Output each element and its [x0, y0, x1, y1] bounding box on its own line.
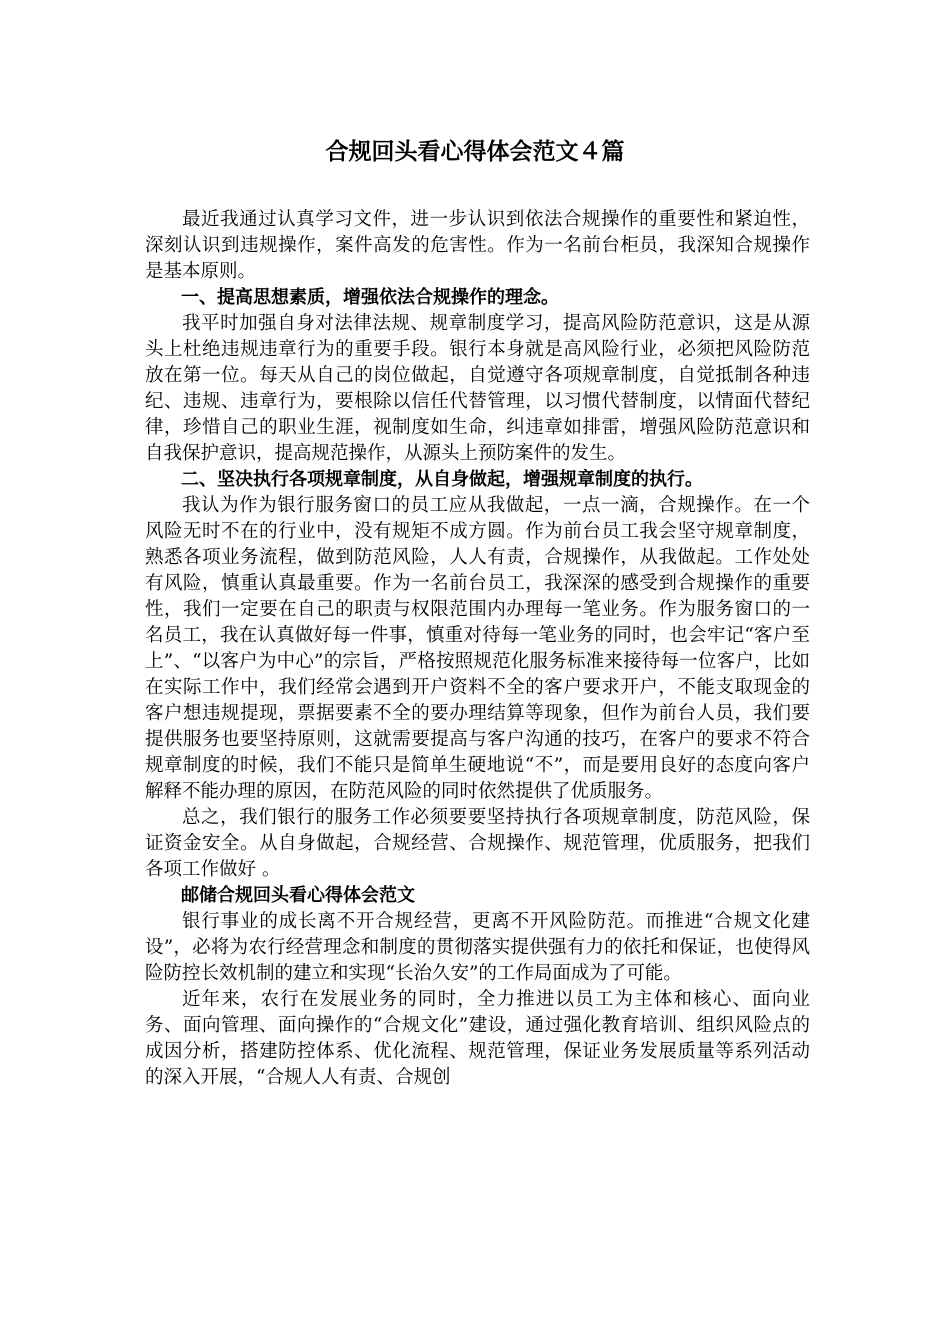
paragraph-conclusion: 总之，我们银行的服务工作必须要要坚持执行各项规章制度，防范风险，保证资金安全。从自身做起，合规经营、合规操作、规范管理，优质服务，把我们各项工作做好 。 — [145, 807, 810, 880]
section-heading-3: 邮储合规回头看心得体会范文 — [181, 885, 415, 906]
paragraph-intro: 最近我通过认真学习文件，进一步认识到依法合规操作的重要性和紧迫性，深刻认识到违规操作，案件高发的危害性。作为一名前台柜员，我深知合规操作是基本原则。 — [145, 209, 810, 282]
paragraph-section-2: 我认为作为银行服务窗口的员工应从我做起，一点一滴，合规操作。在一个风险无时不在的行业中，没有规矩不成方圆。作为前台员工我会坚守规章制度，熟悉各项业务流程，做到防范风险，人人有责，合规操作，从我做起。工作处处有风险，慎重认真最重要。作为一名前台员工，我深深的感受到合规操作的重要性，我们一定要在自己的职责与权限范围内办理每一笔业务。作为服务窗口的一名员工，我在认真做好每一件事，慎重对待每一笔业务的同时，也会牢记“客户至上”、“以客户为中心”的宗旨，严格按照规范化服务标准来接待每一位客户，比如在实际工作中，我们经常会遇到开户资料不全的客户要求开户，不能支取现金的客户想违规提现，票据要素不全的要办理结算等现象，但作为前台人员，我们要提供服务也要坚持原则，这就需要提高与客户沟通的技巧，在客户的要求不符合规章制度的时候，我们不能只是简单生硬地说“不”，而是要用良好的态度向客户解释不能办理的原因，在防范风险的同时依然提供了优质服务。 — [145, 495, 810, 802]
paragraph-section-1: 我平时加强自身对法律法规、规章制度学习，提高风险防范意识，这是从源头上杜绝违规违章行为的重要手段。银行本身就是高风险行业，必须把风险防范放在第一位。每天从自己的岗位做起，自觉遵守各项规章制度，自觉抵制各种违纪、违规、违章行为，要根除以信任代替管理，以习惯代替制度，以情面代替纪律，珍惜自己的职业生涯，视制度如生命，纠违章如排雷，增强风险防范意识和自我保护意识，提高规范操作，从源头上预防案件的发生。 — [145, 313, 810, 464]
document-body — [145, 207, 810, 1091]
document-title: 合规回头看心得体会范文４篇 — [325, 139, 625, 165]
section-heading-2: 二、坚决执行各项规章制度，从自身做起，增强规章制度的执行。 — [181, 469, 703, 490]
section-heading-1: 一、提高思想素质，增强依法合规操作的理念。 — [181, 287, 559, 308]
paragraph-section-3b: 近年来，农行在发展业务的同时，全力推进以员工为主体和核心、面向业务、面向管理、面向操作的“合规文化”建设，通过强化教育培训、组织风险点的成因分析，搭建防控体系、优化流程、规范管理，保证业务发展质量等系列活动的深入开展，“合规人人有责、合规创 — [145, 989, 810, 1088]
paragraph-section-3a: 银行事业的成长离不开合规经营，更离不开风险防范。而推进“合规文化建设”，必将为农行经营理念和制度的贯彻落实提供强有力的依托和保证，也使得风险防控长效机制的建立和实现“长治久安”的工作局面成为了可能。 — [145, 911, 810, 984]
